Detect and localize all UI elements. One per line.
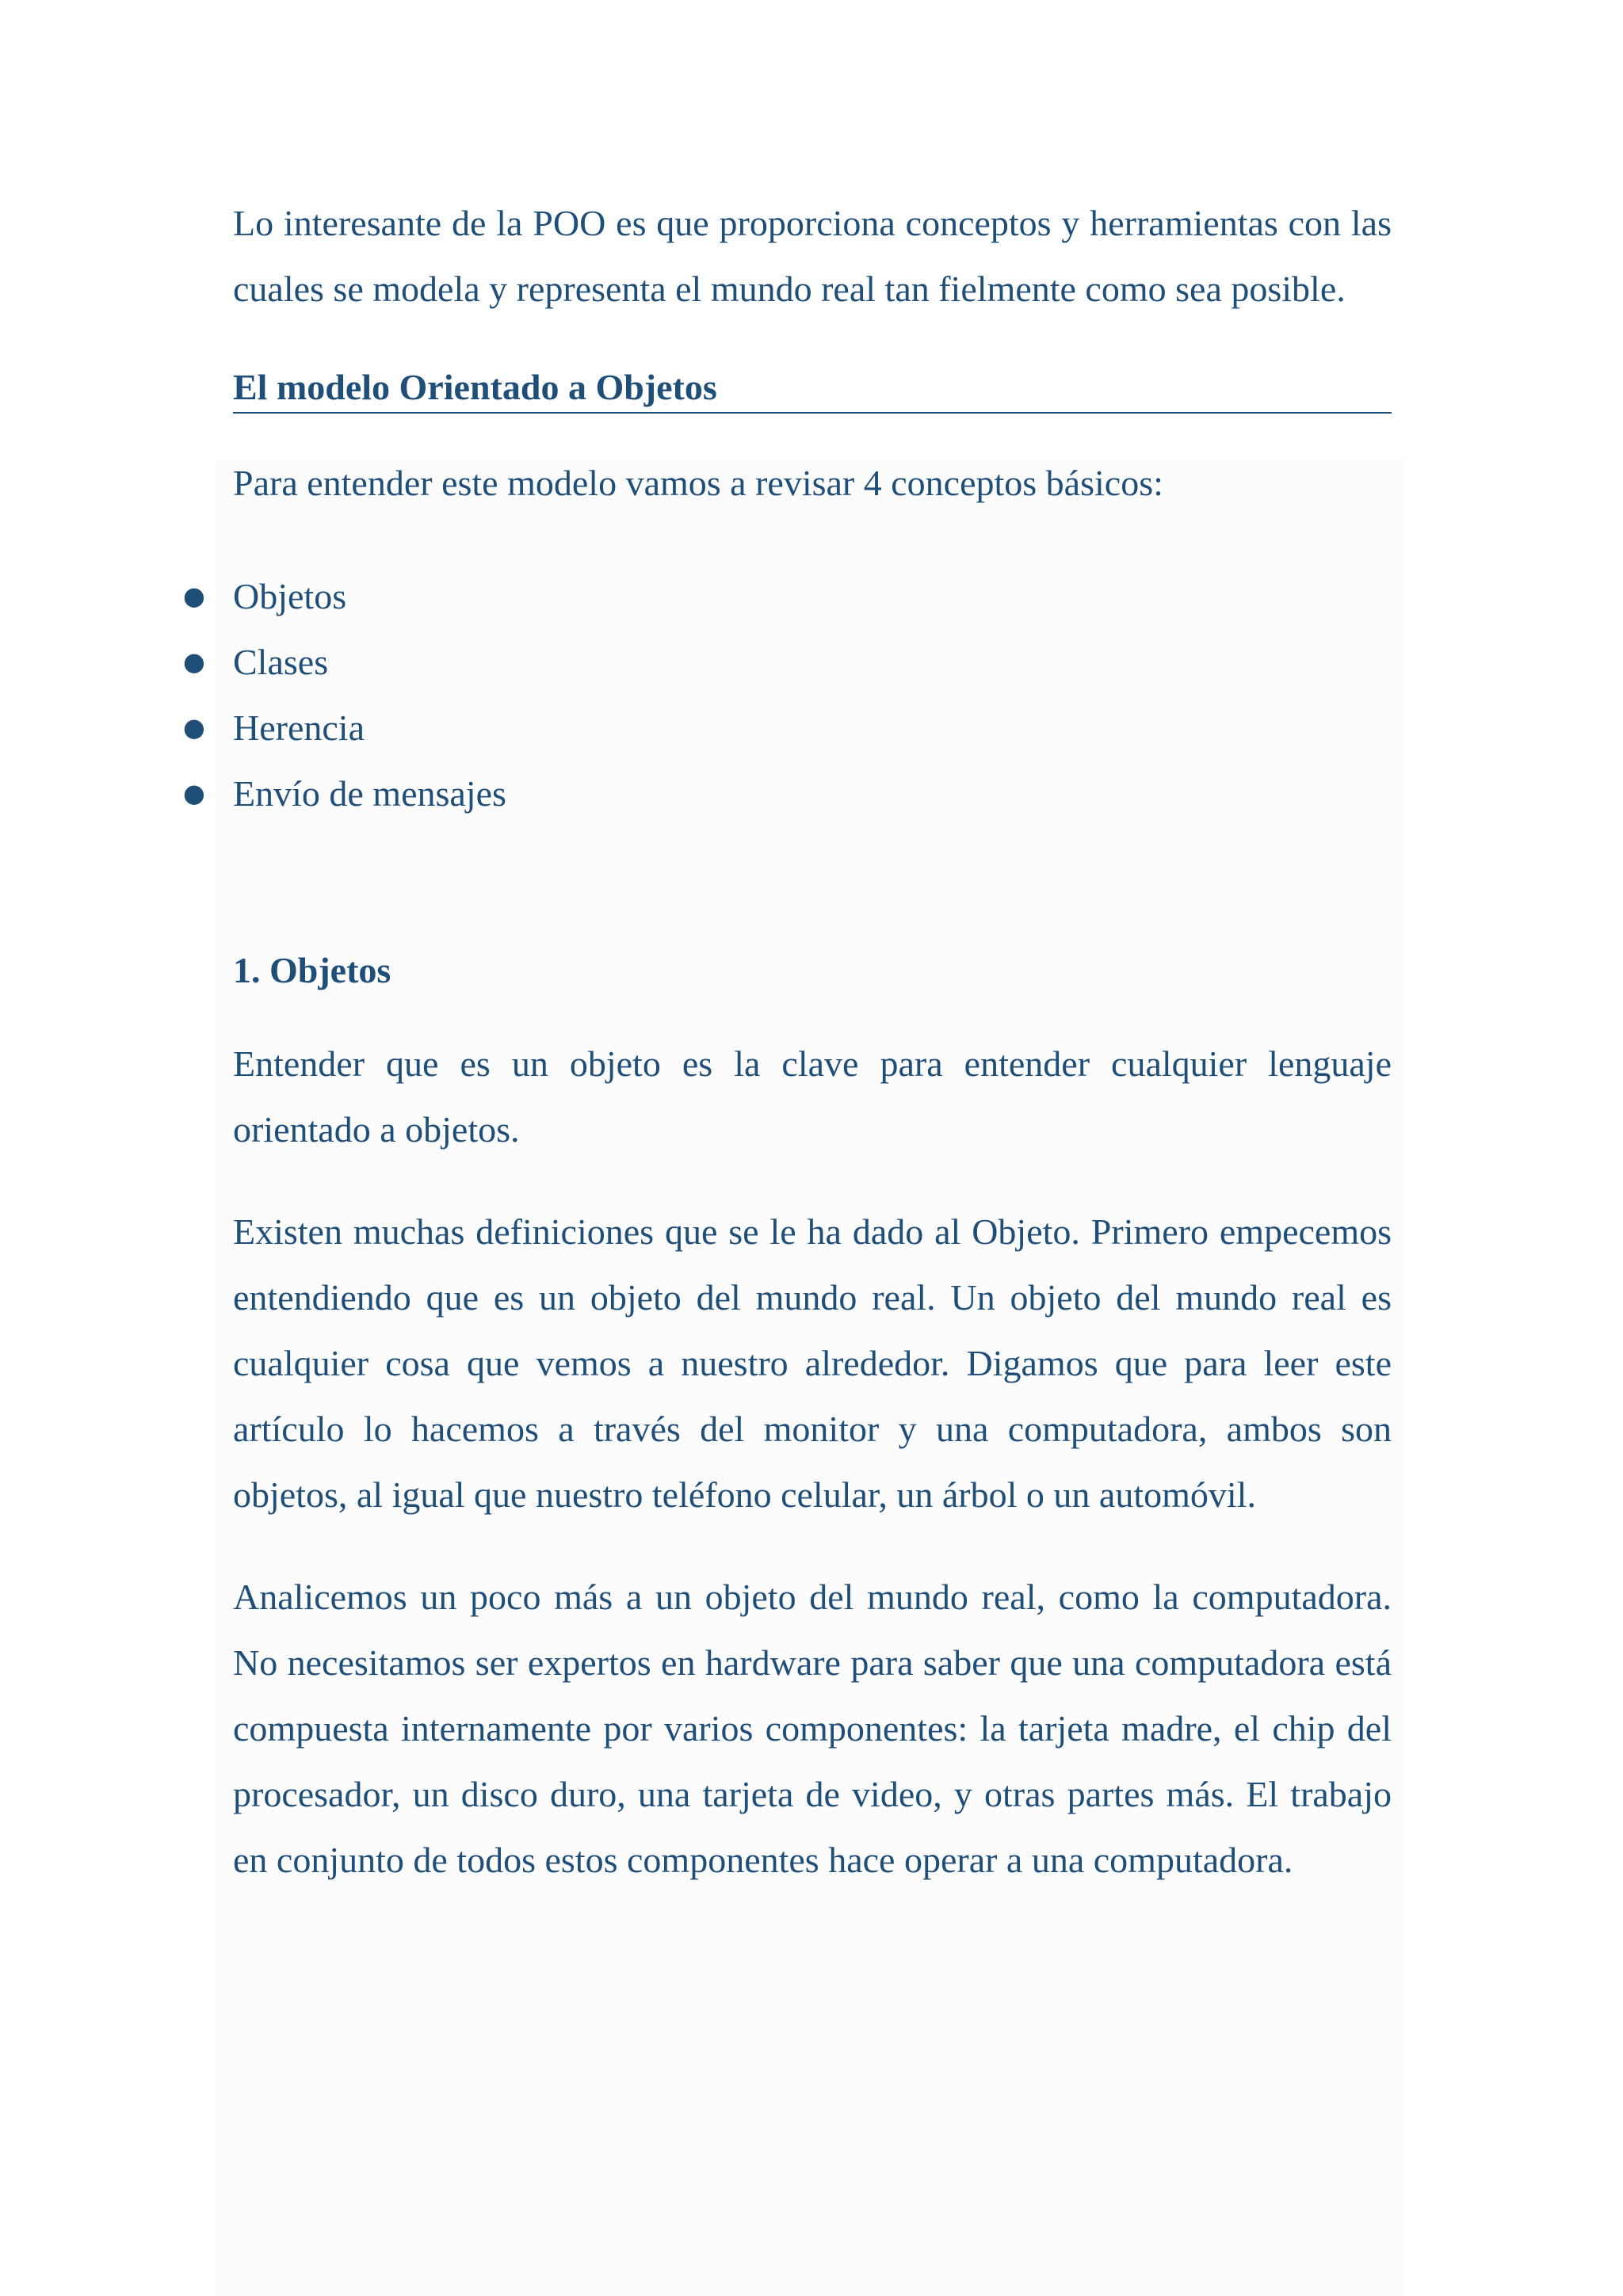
- bullet-icon: ●: [183, 712, 205, 742]
- bullet-icon: ●: [183, 581, 205, 611]
- section-heading-model: El modelo Orientado a Objetos: [233, 363, 1392, 414]
- objects-paragraph-1: Entender que es un objeto es la clave para entender cualquier lenguaje orientado a objetos.: [233, 1043, 1392, 1150]
- list-item-label: Clases: [233, 642, 329, 682]
- list-item: [183, 761, 1392, 826]
- intro-paragraph: Lo interesante de la POO es que proporciona conceptos y herramientas con las cuales se modela y representa el mundo real tan fielmente como sea posible.: [233, 203, 1392, 309]
- bullet-icon: ●: [183, 778, 205, 808]
- objects-paragraph-3: Analicemos un poco más a un objeto del mundo real, como la computadora. No necesitamos ser expertos en hardware para saber que una computadora está compuesta internamente por varios componentes: la tarjeta madre, el chip del procesador, un disco duro, una tarjeta de video, y otras partes más. El trabajo en conjunto de todos estos componentes hace operar a una computadora.: [233, 1577, 1392, 1880]
- list-item: [183, 629, 1392, 695]
- document-body: [183, 190, 1392, 1893]
- objects-paragraph-2: Existen muchas definiciones que se le ha dado al Objeto. Primero empecemos entendiendo que es un objeto del mundo real. Un objeto del mundo real es cualquier cosa que vemos a nuestro alrededor. Digamos que para leer este artículo lo hacemos a través del monitor y una computadora, ambos son objetos, al igual que nuestro teléfono celular, un árbol o un automóvil.: [233, 1211, 1392, 1515]
- bullet-icon: ●: [183, 646, 205, 677]
- concepts-list: [183, 563, 1392, 826]
- list-item-label: Objetos: [233, 576, 347, 616]
- model-lead-paragraph: Para entender este modelo vamos a revisar 4 conceptos básicos:: [233, 463, 1163, 503]
- section-heading-objects: 1. Objetos: [233, 950, 391, 990]
- list-item-label: Envío de mensajes: [233, 773, 506, 814]
- list-item: [183, 563, 1392, 629]
- list-item-label: Herencia: [233, 707, 365, 748]
- list-item: [183, 695, 1392, 761]
